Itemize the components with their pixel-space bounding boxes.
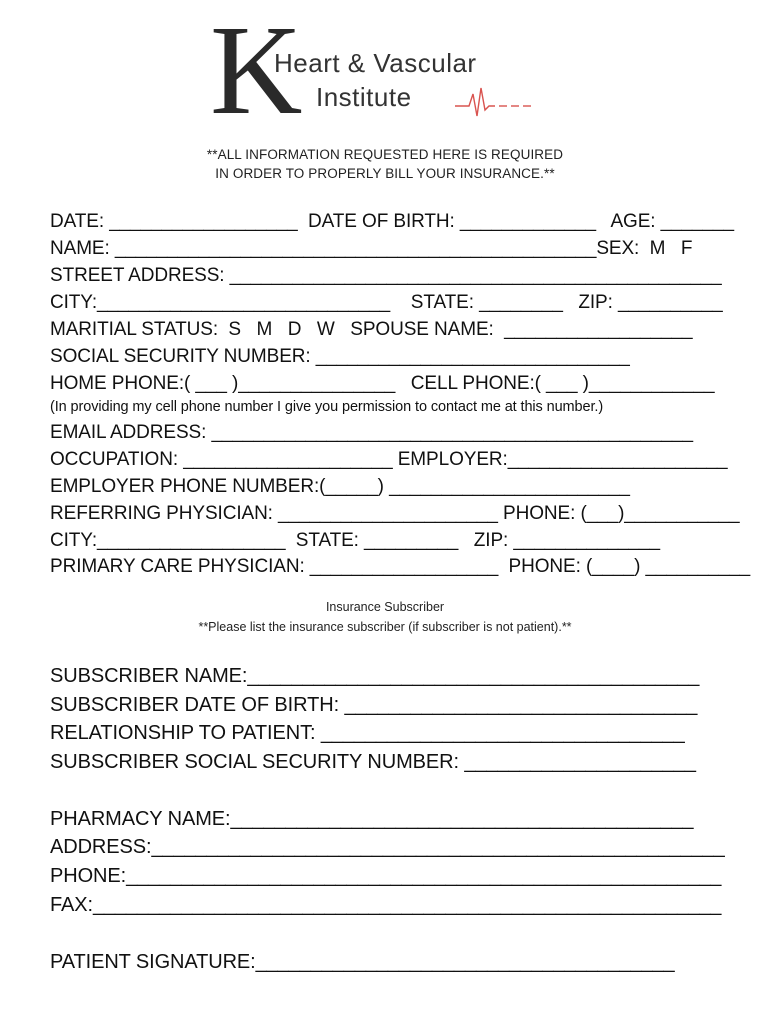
logo-letter: K: [210, 0, 299, 141]
employer-phone-field[interactable]: EMPLOYER PHONE NUMBER:(_____) _______________________: [50, 476, 630, 497]
street-address-field[interactable]: STREET ADDRESS: _______________________________________________: [50, 265, 722, 286]
logo-line-2: Institute: [316, 82, 412, 112]
relationship-field[interactable]: RELATIONSHIP TO PATIENT: _________________________________: [50, 722, 685, 744]
subscriber-name-field[interactable]: SUBSCRIBER NAME:_________________________________________: [50, 665, 700, 687]
physician-city-state-zip-field[interactable]: CITY:__________________ STATE: _________ ZIP: ______________: [50, 530, 660, 551]
subscriber-dob-field[interactable]: SUBSCRIBER DATE OF BIRTH: ________________________________: [50, 694, 698, 716]
occupation-employer-field[interactable]: OCCUPATION: ____________________ EMPLOYER:_____________________: [50, 449, 728, 470]
institute-logo: [210, 0, 540, 141]
requirement-notice-line-2: IN ORDER TO PROPERLY BILL YOUR INSURANCE.**: [215, 166, 555, 181]
ssn-field[interactable]: SOCIAL SECURITY NUMBER: ______________________________: [50, 346, 630, 367]
email-address-field[interactable]: EMAIL ADDRESS: ______________________________________________: [50, 422, 693, 443]
cell-phone-consent-text: (In providing my cell phone number I give you permission to contact me at this number.): [50, 399, 604, 415]
primary-care-physician-field[interactable]: PRIMARY CARE PHYSICIAN: __________________ PHONE: (____) __________: [50, 556, 751, 577]
insurance-heading: Insurance Subscriber: [325, 600, 445, 614]
insurance-note: **Please list the insurance subscriber (if subscriber is not patient).**: [198, 620, 572, 634]
city-state-zip-field[interactable]: CITY:____________________________ STATE: ________ ZIP: __________: [50, 292, 723, 313]
subscriber-ssn-field[interactable]: SUBSCRIBER SOCIAL SECURITY NUMBER: _____________________: [50, 751, 696, 773]
date-dob-age-field[interactable]: DATE: __________________ DATE OF BIRTH: _____________ AGE: _______: [50, 211, 734, 232]
marital-status-spouse-field[interactable]: MARITIAL STATUS: S M D W SPOUSE NAME: __________________: [50, 319, 693, 340]
pharmacy-name-field[interactable]: PHARMACY NAME:__________________________________________: [50, 808, 694, 830]
pharmacy-fax-field[interactable]: FAX:_________________________________________________________: [50, 894, 722, 916]
logo-line-1: Heart & Vascular: [274, 48, 477, 78]
requirement-notice-line-1: **ALL INFORMATION REQUESTED HERE IS REQUIRED: [206, 147, 564, 162]
home-cell-phone-field[interactable]: HOME PHONE:( ___ )_______________ CELL PHONE:( ___ )____________: [50, 373, 715, 394]
heartbeat-icon: [455, 86, 535, 120]
pharmacy-phone-field[interactable]: PHONE:______________________________________________________: [50, 865, 722, 887]
pharmacy-address-field[interactable]: ADDRESS:____________________________________________________: [50, 836, 725, 858]
referring-physician-field[interactable]: REFERRING PHYSICIAN: _____________________ PHONE: (___)___________: [50, 503, 740, 524]
name-sex-field[interactable]: NAME: ______________________________________________SEX: M F: [50, 238, 693, 259]
patient-signature-field[interactable]: PATIENT SIGNATURE:______________________________________: [50, 951, 675, 973]
